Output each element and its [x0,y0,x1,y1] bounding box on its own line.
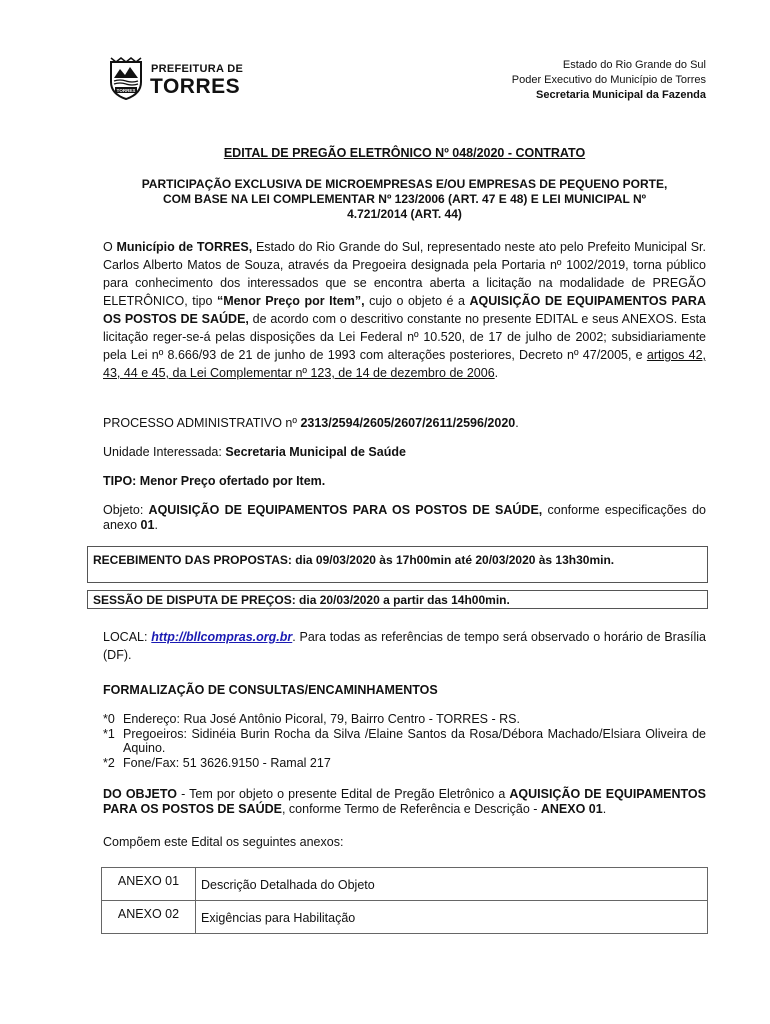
annex-table [101,867,708,934]
annex-code: ANEXO 02 [102,901,196,934]
do-objeto-label: DO OBJETO [103,787,178,801]
tipo-label: TIPO [103,474,133,488]
intro-paragraph: O Município de TORRES, Estado do Rio Grande do Sul, representado neste ato pelo Prefeito Municipal Sr. Carlos Alberto Matos de Souza, através da Pregoeira designada pela Portaria nº 1002/2019, torna público para conhecimento dos interessados que se encontra aberta a licitação na modalidade de PREGÃO ELETRÔNICO, tipo “Menor Preço por Item”, cujo o objeto é a AQUISIÇÃO DE EQUIPAMENTOS PARA OS POSTOS DE SAÚDE, de acordo com o descritivo constante no presente EDITAL e seus ANEXOS. Esta licitação reger-se-á pelas disposições da Lei Federal nº 10.520, de 17 de julho de 2002; subsidiariamente pela Lei nº 8.666/93 de 21 de junho de 1993 com alterações posteriores, Decreto nº 47/2005, e artigos 42, 43, 44 e 45, da Lei Complementar nº 123, de 14 de dezembro de 2006. [103,240,706,380]
processo-number: 2313/2594/2605/2607/2611/2596/2020 [300,416,516,430]
list-item: *0 Endereço: Rua José Antônio Picoral, 79, Bairro Centro - TORRES - RS. [103,712,520,726]
subtitle-line: COM BASE NA LEI COMPLEMENTAR Nº 123/2006 (ART. 47 E 48) E LEI MUNICIPAL Nº [162,192,647,206]
list-item: *2 Fone/Fax: 51 3626.9150 - Ramal 217 [103,755,331,770]
sessao-box: SESSÃO DE DISPUTA DE PREÇOS: dia 20/03/2020 a partir das 14h00min. [87,590,708,609]
unidade-interessada: Unidade Interessada: Secretaria Municipal de Saúde [103,445,406,459]
tipo-line [103,472,706,490]
table-row [102,868,708,901]
artigos-reference: artigos 42, 43, 44 e 45, da Lei Complementar nº 123, de 14 de dezembro de 2006 [103,348,706,380]
objeto-value: AQUISIÇÃO DE EQUIPAMENTOS PARA OS POSTOS DE SAÚDE, [148,503,543,517]
tipo-value: : Menor Preço ofertado por Item. [132,474,326,488]
tipo-licitacao: “Menor Preço por Item”, [216,294,365,308]
annex-desc: Exigências para Habilitação [196,901,708,934]
edital-title: EDITAL DE PREGÃO ELETRÔNICO Nº 048/2020 - CONTRATO [223,146,586,160]
header-power: Poder Executivo do Município de Torres [511,74,706,86]
svg-text:TORRES: TORRES [116,87,136,93]
subtitle-line: 4.721/2014 (ART. 44) [347,207,462,221]
formalizacao-title: FORMALIZAÇÃO DE CONSULTAS/ENCAMINHAMENTOS [103,683,438,697]
prefeitura-logo [108,54,248,104]
annex-code: ANEXO 01 [102,868,196,901]
local-paragraph: LOCAL: http://bllcompras.org.br. Para todas as referências de tempo será observado o horário de Brasília (DF). [103,630,707,662]
objeto-text: AQUISIÇÃO DE EQUIPAMENTOS PARA OS POSTOS DE SAÚDE, [103,294,706,326]
recebimento-box: RECEBIMENTO DAS PROPOSTAS: dia 09/03/2020 às 17h00min até 20/03/2020 às 13h30min. [87,546,708,583]
do-objeto-paragraph: DO OBJETO - Tem por objeto o presente Edital de Pregão Eletrônico a AQUISIÇÃO DE EQUIPAMENTOS PARA OS POSTOS DE SAÚDE, conforme Termo de Referência e Descrição - ANEXO 01. [103,787,706,816]
edital-subtitle [103,177,706,222]
bllcompras-link[interactable]: http://bllcompras.org.br [151,630,293,644]
header-state: Estado do Rio Grande do Sul [562,59,706,71]
list-item: *1 Pregoeiros: Sidinéia Burin Rocha da Silva /Elaine Santos da Rosa/Débora Machado/Elsiara Oliveira de Aquino. [103,726,706,755]
subtitle-line: PARTICIPAÇÃO EXCLUSIVA DE MICROEMPRESAS E/OU EMPRESAS DE PEQUENO PORTE, [141,177,668,191]
compoem-text: Compõem este Edital os seguintes anexos: [103,835,344,849]
header-secretariat: Secretaria Municipal da Fazenda [536,89,706,101]
logo-prefeitura-text: PREFEITURA DE [151,63,244,75]
logo-torres-text: TORRES [150,75,241,98]
processo-administrativo: PROCESSO ADMINISTRATIVO nº 2313/2594/2605/2607/2611/2596/2020. [103,416,519,430]
municipio-name: Município de TORRES, [116,240,253,254]
table-row [102,901,708,934]
objeto-line: Objeto: AQUISIÇÃO DE EQUIPAMENTOS PARA OS POSTOS DE SAÚDE, conforme especificações do anexo 01. [103,503,706,532]
annex-desc: Descrição Detalhada do Objeto [196,868,708,901]
contact-list [103,712,706,770]
unidade-value: Secretaria Municipal de Saúde [225,445,406,459]
header-institution [512,58,706,103]
city-seal-icon [108,56,144,100]
